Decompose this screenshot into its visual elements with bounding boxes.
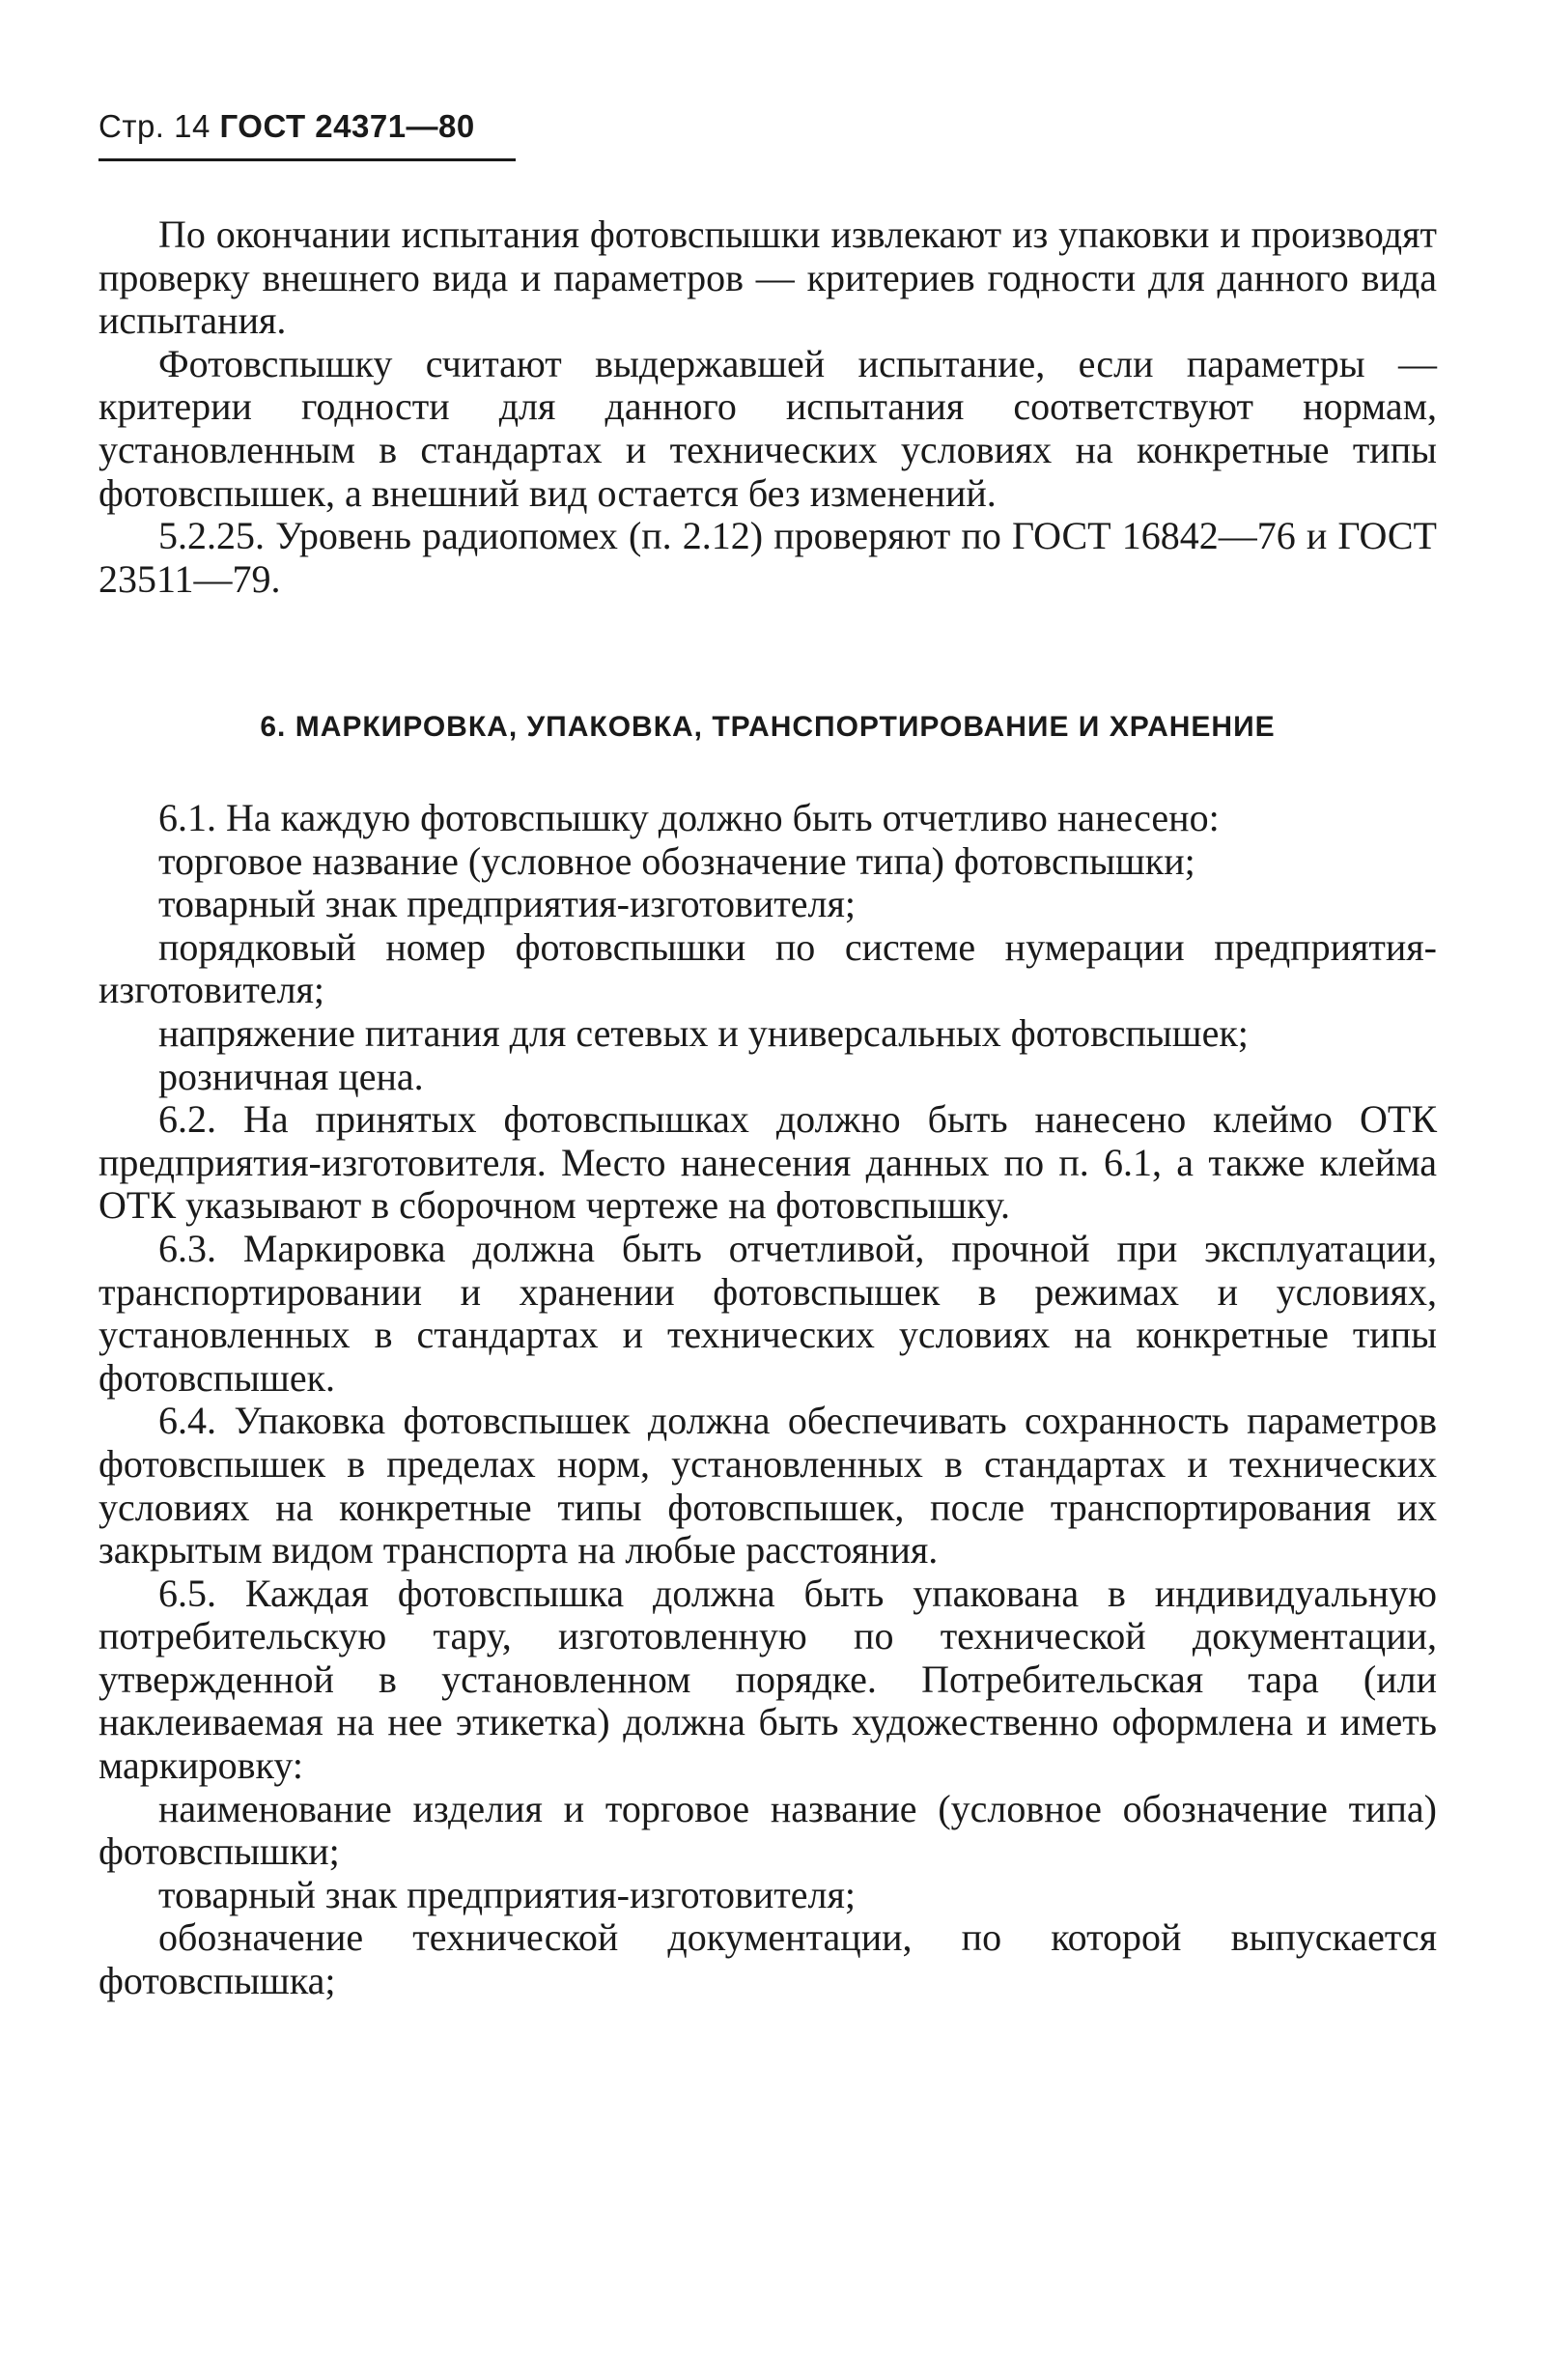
paragraph: Фотовспышку считают выдержавшей испытание, если параметры — критерии годности для данного испытания соответствуют нормам, установленным в стандартах и технических условиях на конкретные типы фотовспышек, а внешний вид остается без изменений. bbox=[98, 341, 1437, 515]
standard-number: ГОСТ 24371—80 bbox=[219, 108, 475, 144]
paragraph: 6.2. На принятых фотовспышках должно быть нанесено клеймо ОТК предприятия-изготовителя. Место нанесения данных по п. 6.1, а также клейма ОТК указывают в сборочном чертеже на фотовспышку. bbox=[98, 1097, 1437, 1228]
list-item: напряжение питания для сетевых и универсальных фотовспышек; bbox=[158, 1010, 1249, 1055]
page-number: Стр. 14 bbox=[98, 108, 211, 144]
header-rule bbox=[98, 158, 516, 161]
list-item: розничная цена. bbox=[158, 1054, 424, 1098]
section-title: 6. МАРКИРОВКА, УПАКОВКА, ТРАНСПОРТИРОВАНИЕ И ХРАНЕНИЕ bbox=[260, 711, 1276, 743]
list-item: товарный знак предприятия-изготовителя; bbox=[158, 882, 856, 926]
paragraph: 6.4. Упаковка фотовспышек должна обеспечивать сохранность параметров фотовспышек в пределах норм, установленных в стандартах и технических условиях на конкретные типы фотовспышек, после транспортирования их закрытым видом транспорта на любые расстояния. bbox=[98, 1399, 1437, 1572]
paragraph: 6.3. Маркировка должна быть отчетливой, прочной при эксплуатации, транспортировании и хранении фотовспышек в режимах и условиях, установленных в стандартах и технических условиях на конкретные типы фотовспышек. bbox=[98, 1226, 1437, 1400]
text-block-testing bbox=[98, 213, 1437, 601]
paragraph: 6.5. Каждая фотовспышка должна быть упакована в индивидуальную потребительскую тару, изготовленную по технической документации, утвержденной в установленном порядке. Потребительская тара (или наклеиваемая на нее этикетка) должна быть художественно оформлена и иметь маркировку: bbox=[98, 1571, 1437, 1788]
list-item: торговое название (условное обозначение типа) фотовспышки; bbox=[158, 838, 1195, 883]
paragraph: 5.2.25. Уровень радиопомех (п. 2.12) проверяют по ГОСТ 16842—76 и ГОСТ 23511—79. bbox=[98, 514, 1437, 601]
page-header bbox=[98, 108, 475, 145]
list-item: товарный знак предприятия-изготовителя; bbox=[158, 1872, 856, 1916]
list-item: порядковый номер фотовспышки по системе нумерации предприятия-изготовителя; bbox=[98, 924, 1437, 1012]
text-block-marking bbox=[98, 797, 1437, 2003]
paragraph: По окончании испытания фотовспышки извлекают из упаковки и производят проверку внешнего вида и параметров — критериев годности для данного вида испытания. bbox=[98, 212, 1437, 343]
list-item: обозначение технической документации, по которой выпускается фотовспышка; bbox=[98, 1915, 1437, 2003]
list-item: наименование изделия и торговое название (условное обозначение типа) фотовспышки; bbox=[98, 1786, 1437, 1874]
paragraph: 6.1. На каждую фотовспышку должно быть отчетливо нанесено: bbox=[158, 796, 1220, 839]
